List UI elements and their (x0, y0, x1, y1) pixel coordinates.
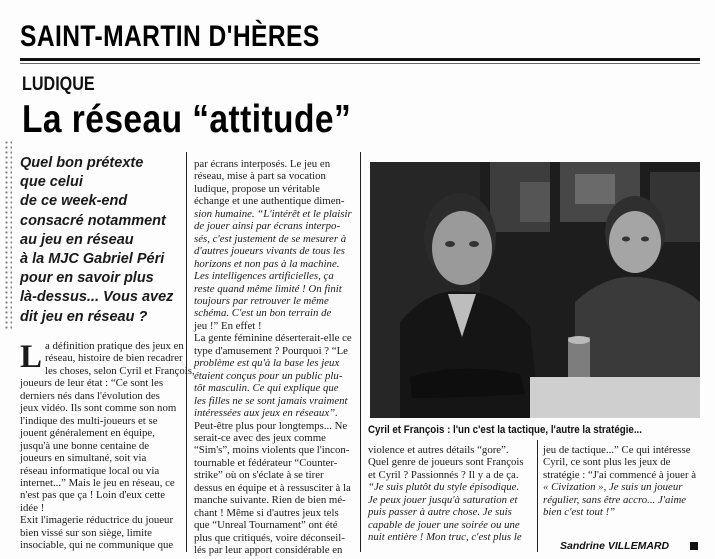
header-rule (20, 58, 700, 61)
column-rule (537, 440, 538, 552)
body-line: l'indique des multi-joueurs et se (20, 414, 158, 427)
body-line: que “Unreal Tournament” ont été (194, 519, 338, 532)
body-line: jeux vidéo. Ils sont comme son nom (20, 402, 177, 415)
body-line: réseau informatique local ou via (20, 464, 160, 477)
body-line: joueurs en simultané, soit via (20, 452, 147, 465)
body-line: capable de jouer une soirée ou une (368, 518, 520, 531)
body-line: reste quand même limité ! On finit (194, 282, 342, 295)
chapo-line: Quel bon prétexte (20, 155, 144, 171)
body-line: les choses, selon Cyril et François, (45, 364, 195, 377)
headline: La réseau “attitude” (22, 98, 352, 141)
body-line: La gente féminine déserterait-elle ce (194, 332, 352, 345)
chapo-line: de ce week-end (20, 193, 128, 210)
body-line: schéma. C'est un bon terrain de (194, 307, 332, 320)
body-line: étaient conçus pour un public plu- (194, 369, 343, 382)
body-line: violence et autres détails “gore”. (368, 444, 509, 456)
section-town-heading: SAINT-MARTIN D'HÈRES (20, 20, 320, 53)
column-rule (186, 152, 187, 552)
column-rule (360, 152, 361, 552)
chapo-line: à la MJC Gabriel Péri (20, 251, 165, 268)
body-line: internet...” Mais le jeu en réseau, ce (20, 476, 175, 489)
body-line: de jouer ainsi par écrans interpo- (194, 220, 341, 233)
body-line: Je peux jouer jusqu'à saturation et (368, 493, 518, 506)
left-margin-dots (4, 140, 12, 330)
body-line: par écrans interposés. Le jeu en (194, 158, 331, 170)
body-line: manche suivante. Rien de bien mé- (194, 494, 346, 507)
body-column-3 (368, 444, 534, 544)
body-line: lés par leur apport considérable en (194, 544, 343, 557)
body-line: échange et une authentique dimen- (194, 195, 345, 208)
body-line: jouent généralement en équipe, (20, 427, 155, 440)
body-line: Exit l'imagerie réductrice du joueur (20, 514, 174, 527)
header-rule-thin (20, 63, 700, 64)
article-photo (370, 162, 700, 418)
body-line: “Je suis plutôt du style épisodique. (368, 481, 520, 494)
body-line: chant ! Même si d'autres jeux tels (194, 506, 339, 519)
body-line: ludique, propose un véritable (194, 182, 320, 195)
body-line: problème est qu'à la base les jeux (194, 357, 340, 370)
body-column-4 (543, 444, 703, 519)
body-line: régulier, sans être accro... J'aime (543, 493, 687, 506)
body-line: derniers nés dans l'évolution des (20, 389, 160, 402)
body-line: “Sim's”, moins violents que l'incon- (194, 444, 350, 457)
body-line: sion humaine. “L'intérêt et le plaisir (194, 207, 352, 220)
chapo-line: consacré notamment (20, 212, 166, 229)
kicker: LUDIQUE (22, 74, 95, 95)
body-line: dessus en équipe et à ressusciter à la (194, 481, 351, 494)
body-line: stratégie : “J'ai commencé à jouer à (543, 468, 697, 481)
photo-caption: Cyril et François : l'un c'est la tactique, l'autre la stratégie... (368, 424, 642, 436)
body-line: les filles ne se sont jamais vraiment (194, 394, 348, 407)
body-line: Quel genre de joueurs sont François (368, 456, 524, 469)
photo-illustration (370, 162, 700, 418)
body-line: tournable et fédérateur “Counter- (194, 456, 338, 469)
body-column-1 (20, 339, 195, 552)
body-line: tôt masculin. Ce qui explique que (194, 382, 339, 395)
body-line: insociable, qui ne communique que (20, 539, 174, 552)
body-line: bien vissé sur son siège, limite (20, 526, 152, 539)
body-line: Peut-être plus pour longtemps... Ne (194, 419, 348, 432)
end-of-article-mark (690, 542, 698, 550)
body-line: sés, c'est justement de se mesurer à (194, 232, 347, 245)
body-line: jusqu'à une bonne centaine de (20, 439, 150, 452)
body-line: n'est pas que ça ! Loin d'eux cette (20, 489, 166, 502)
chapo-line: pour en savoir plus (20, 270, 154, 287)
body-column-2 (194, 158, 356, 557)
chapo-line: dit jeu en réseau ? (20, 308, 148, 325)
body-line: intéressées aux jeux en réseaux”. (194, 407, 338, 420)
body-line: réseau, histoire de bien recadrer (45, 352, 183, 365)
chapo-line: au jeu en réseau (20, 231, 134, 248)
body-line: horizons et non pas à la machine. (194, 257, 340, 270)
author-signature: Sandrine VILLEMARD (560, 540, 670, 552)
body-line: réseau, mise à part sa vocation (194, 170, 326, 183)
body-line: jeu de tactique...” Ce qui intéresse (543, 444, 691, 456)
body-line: Les intelligences artificielles, ça (194, 270, 334, 283)
chapo-line: là-dessus... Vous avez (20, 289, 174, 306)
body-line: d'autres joueurs vivants de tous les (194, 245, 345, 258)
body-line: type d'amusement ? Pourquoi ? “Le (194, 344, 348, 357)
body-line: « Civization », Je suis un joueur (543, 481, 683, 494)
body-line: idée ! (20, 501, 45, 514)
body-line: Cyril, ce sont plus les jeux de (543, 456, 671, 469)
dropcap: L (20, 339, 43, 375)
body-line: puis passer à autre chose. Je suis (368, 506, 512, 519)
body-line: joueurs de leur état : “Ce sont les (20, 377, 164, 390)
chapo-line: que celui (20, 174, 83, 191)
body-line: bien c'est tout !” (543, 506, 616, 519)
body-line: toujours par retrouver le même (194, 294, 329, 307)
body-line: nuit entière ! Mon truc, c'est plus le (368, 531, 522, 544)
chapo (20, 154, 190, 327)
body-line: jeu !” En effet ! (194, 319, 262, 332)
body-line: a définition pratique des jeux en (45, 340, 184, 352)
body-line: serait-ce avec des jeux comme (194, 431, 326, 444)
body-line: plus que critiqués, voire déconseil- (194, 531, 345, 544)
body-line: et Cyril ? Passionnés ? Il y a de ça. (368, 468, 519, 481)
body-line: strike” où on s'éclate à se tirer (194, 469, 324, 482)
